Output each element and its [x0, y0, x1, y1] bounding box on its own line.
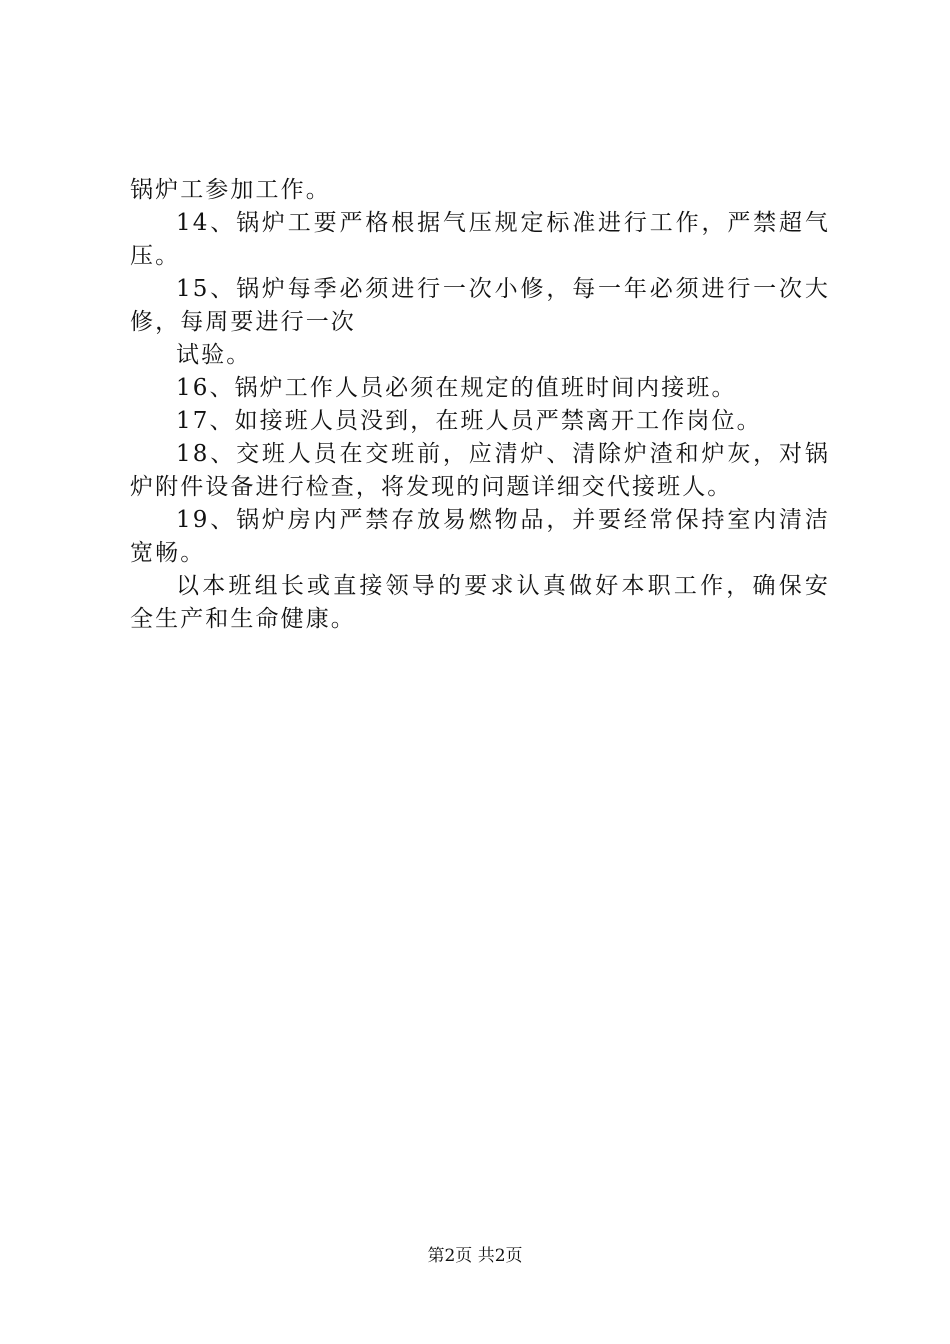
- text-line: 19、锅炉房内严禁存放易燃物品，并要经常保持室内清洁: [176, 507, 830, 533]
- page-number-footer: 第2页 共2页: [427, 1246, 523, 1266]
- text-line: 16、锅炉工作人员必须在规定的值班时间内接班。: [176, 375, 737, 401]
- text-line: 宽畅。: [130, 540, 206, 566]
- text-line: 压。: [130, 243, 181, 269]
- text-line: 炉附件设备进行检查，将发现的问题详细交代接班人。: [130, 474, 733, 500]
- text-line: 15、锅炉每季必须进行一次小修，每一年必须进行一次大: [176, 276, 830, 302]
- text-line: 以本班组长或直接领导的要求认真做好本职工作，确保安: [176, 573, 830, 599]
- text-line: 14、锅炉工要严格根据气压规定标准进行工作，严禁超气: [176, 210, 830, 236]
- text-line: 17、如接班人员没到，在班人员严禁离开工作岗位。: [176, 408, 762, 434]
- text-line: 锅炉工参加工作。: [130, 177, 331, 203]
- text-line: 全生产和生命健康。: [130, 606, 356, 632]
- text-line: 试验。: [176, 342, 252, 368]
- text-line: 18、交班人员在交班前，应清炉、清除炉渣和炉灰，对锅: [176, 441, 830, 467]
- text-line: 修，每周要进行一次: [130, 309, 356, 335]
- document-body: [130, 174, 830, 636]
